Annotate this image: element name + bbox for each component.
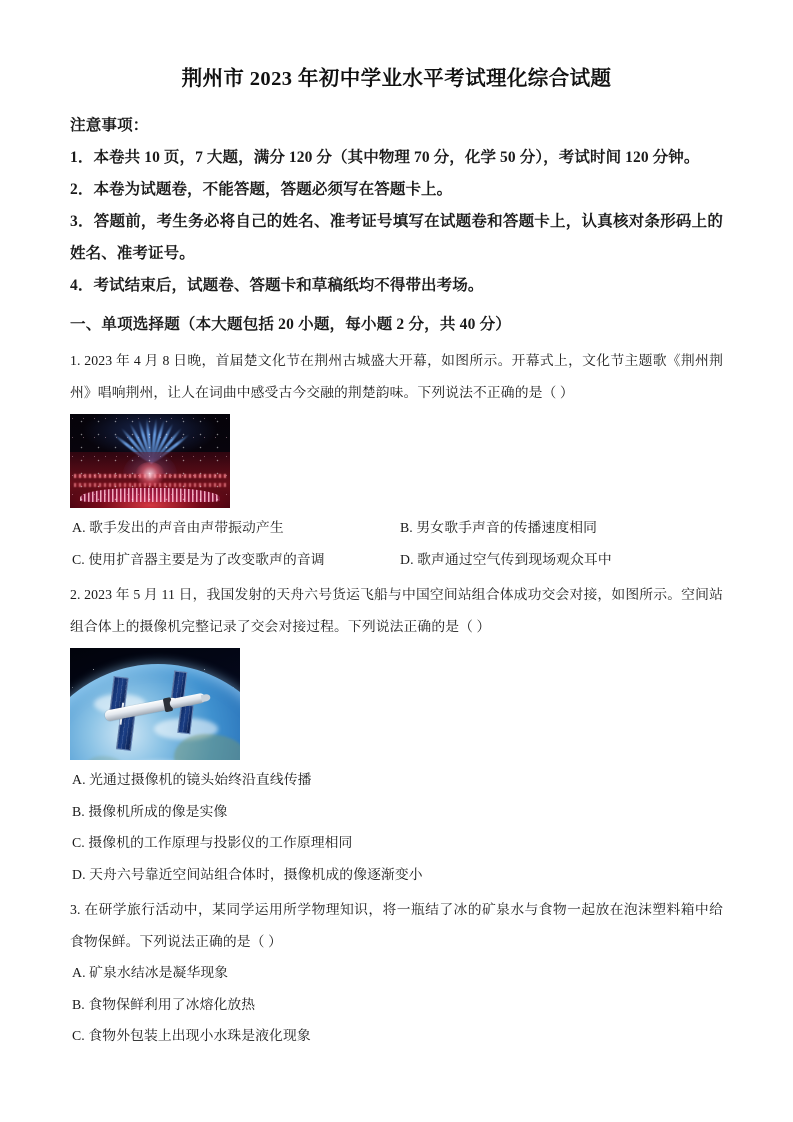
question-1: [70, 345, 723, 575]
notice-item-4: 4．考试结束后，试题卷、答题卡和草稿纸均不得带出考场。: [70, 277, 484, 294]
question-1-figure: [70, 414, 723, 508]
notice-block: [70, 110, 723, 302]
question-2-options: [70, 764, 723, 890]
question-3-option-a[interactable]: A. 矿泉水结冰是凝华现象: [72, 965, 229, 980]
option-row-cd: [70, 544, 723, 576]
notice-heading: 注意事项：: [70, 117, 149, 134]
question-1-options: [70, 512, 723, 575]
question-3-option-b[interactable]: B. 食物保鲜利用了冰熔化放热: [72, 996, 256, 1012]
notice-item-2: 2．本卷为试题卷，不能答题，答题必须写在答题卡上。: [70, 181, 453, 198]
question-1-option-b[interactable]: B. 男女歌手声音的传播速度相同: [400, 520, 598, 535]
question-2-option-c[interactable]: C. 摄像机的工作原理与投影仪的工作原理相同: [72, 835, 353, 850]
question-2-figure: [70, 648, 723, 760]
question-1-option-d[interactable]: D. 歌声通过空气传到现场观众耳中: [400, 551, 612, 567]
question-2-option-a[interactable]: A. 光通过摄像机的镜头始终沿直线传播: [72, 772, 312, 787]
light-sparkles: [70, 414, 230, 508]
option-row-ab: [70, 512, 723, 544]
notice-item-3: 3．答题前，考生务必将自己的姓名、准考证号填写在试题卷和答题卡上，认真核对条形码上的姓名、准考证号。: [70, 213, 723, 262]
question-3: [70, 894, 723, 1052]
question-2-option-d[interactable]: D. 天舟六号靠近空间站组合体时，摄像机成的像逐渐变小: [72, 866, 423, 882]
notice-item-1: 1．本卷共 10 页，7 大题，满分 120 分（其中物理 70 分，化学 50 分），考试时间 120 分钟。: [70, 149, 700, 166]
question-2-stem: 2. 2023 年 5 月 11 日，我国发射的天舟六号货运飞船与中国空间站组合体成功交会对接，如图所示。空间站组合体上的摄像机完整记录了交会对接过程。下列说法正确的是（ ）: [70, 587, 723, 634]
question-2-option-b[interactable]: B. 摄像机所成的像是实像: [72, 803, 228, 819]
page-title: 荆州市 2023 年初中学业水平考试理化综合试题: [181, 68, 612, 90]
question-3-options: [70, 957, 723, 1052]
question-1-option-a[interactable]: A. 歌手发出的声音由声带振动产生: [72, 520, 284, 535]
section-heading-multiple-choice: 一、单项选择题（本大题包括 20 小题，每小题 2 分，共 40 分）: [70, 316, 512, 333]
question-1-stem: 1. 2023 年 4 月 8 日晚，首届楚文化节在荆州古城盛大开幕，如图所示。开幕式上，文化节主题歌《荆州荆州》唱响荆州，让人在词曲中感受古今交融的荆楚韵味。下列说法不正确的是（ ）: [70, 353, 723, 400]
chu-culture-festival-photo: [70, 414, 230, 508]
question-3-stem: 3. 在研学旅行活动中，某同学运用所学物理知识，将一瓶结了冰的矿泉水与食物一起放在泡沫塑料箱中给食物保鲜。下列说法正确的是（ ）: [70, 902, 723, 949]
question-1-option-c[interactable]: C. 使用扩音器主要是为了改变歌声的音调: [72, 551, 325, 567]
space-station-photo: [70, 648, 240, 760]
module-endcap: [201, 694, 211, 703]
question-3-option-c[interactable]: C. 食物外包装上出现小水珠是液化现象: [72, 1028, 311, 1043]
question-2: [70, 579, 723, 890]
